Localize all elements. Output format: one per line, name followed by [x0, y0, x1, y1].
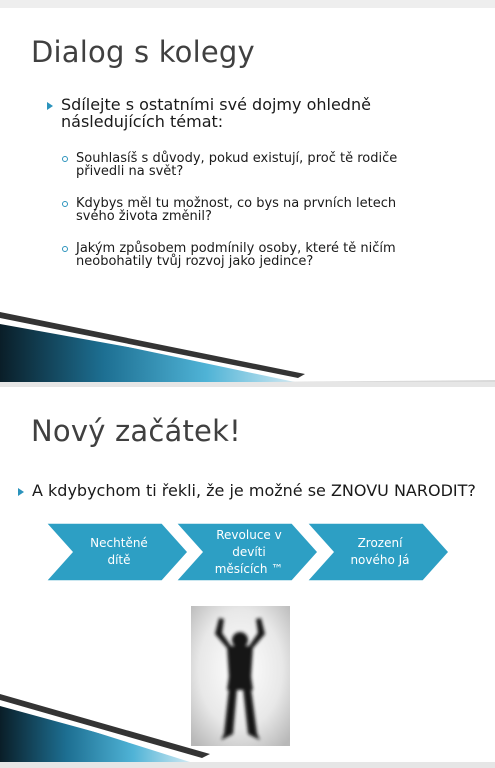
question-item	[62, 242, 396, 268]
step-chevron	[307, 523, 449, 581]
intro-bullet	[47, 96, 371, 130]
intro-text	[61, 96, 371, 130]
triangle-bullet-icon	[18, 488, 24, 496]
intro-line-2: následujících témat:	[61, 112, 224, 131]
slide-dialog	[0, 8, 495, 382]
question-line: Souhlasíš s důvody, pokud existují, proč tě rodiče	[76, 151, 398, 166]
slide-new-beginning	[0, 387, 495, 762]
question-line: přivedli na svět?	[76, 164, 184, 179]
circle-bullet-icon	[62, 156, 68, 162]
question-bullet	[18, 482, 476, 499]
slide-title: Nový začátek!	[31, 414, 241, 448]
step-chevron	[46, 523, 188, 581]
step-label: Nechtěné dítě	[90, 536, 148, 567]
question-line: neobohatily tvůj rozvoj jako jedince?	[76, 254, 314, 269]
swoosh-decoration-icon	[0, 312, 495, 382]
question-text: A kdybychom ti řekli, že je možné se ZNOVU NARODIT?	[32, 481, 476, 500]
intro-line-1: Sdílejte s ostatními své dojmy ohledně	[61, 95, 371, 114]
question-line: Jakým způsobem podmínily osoby, které tě ničím	[76, 241, 396, 256]
swoosh-decoration-icon	[0, 692, 495, 762]
circle-bullet-icon	[62, 201, 68, 207]
step-chevron	[176, 523, 318, 581]
process-chevrons	[46, 523, 456, 583]
previous-slide-strip	[0, 0, 495, 8]
question-line: Kdybys měl tu možnost, co bys na prvních letech	[76, 196, 397, 211]
question-item	[62, 197, 396, 223]
question-item	[62, 152, 397, 178]
step-label: Revoluce v devíti měsících ™	[214, 527, 284, 576]
circle-bullet-icon	[62, 246, 68, 252]
step-label: Zrození nového Já	[350, 536, 410, 567]
slide-title: Dialog s kolegy	[31, 35, 255, 69]
triangle-bullet-icon	[47, 102, 53, 110]
question-line: svého života změnil?	[76, 209, 212, 224]
